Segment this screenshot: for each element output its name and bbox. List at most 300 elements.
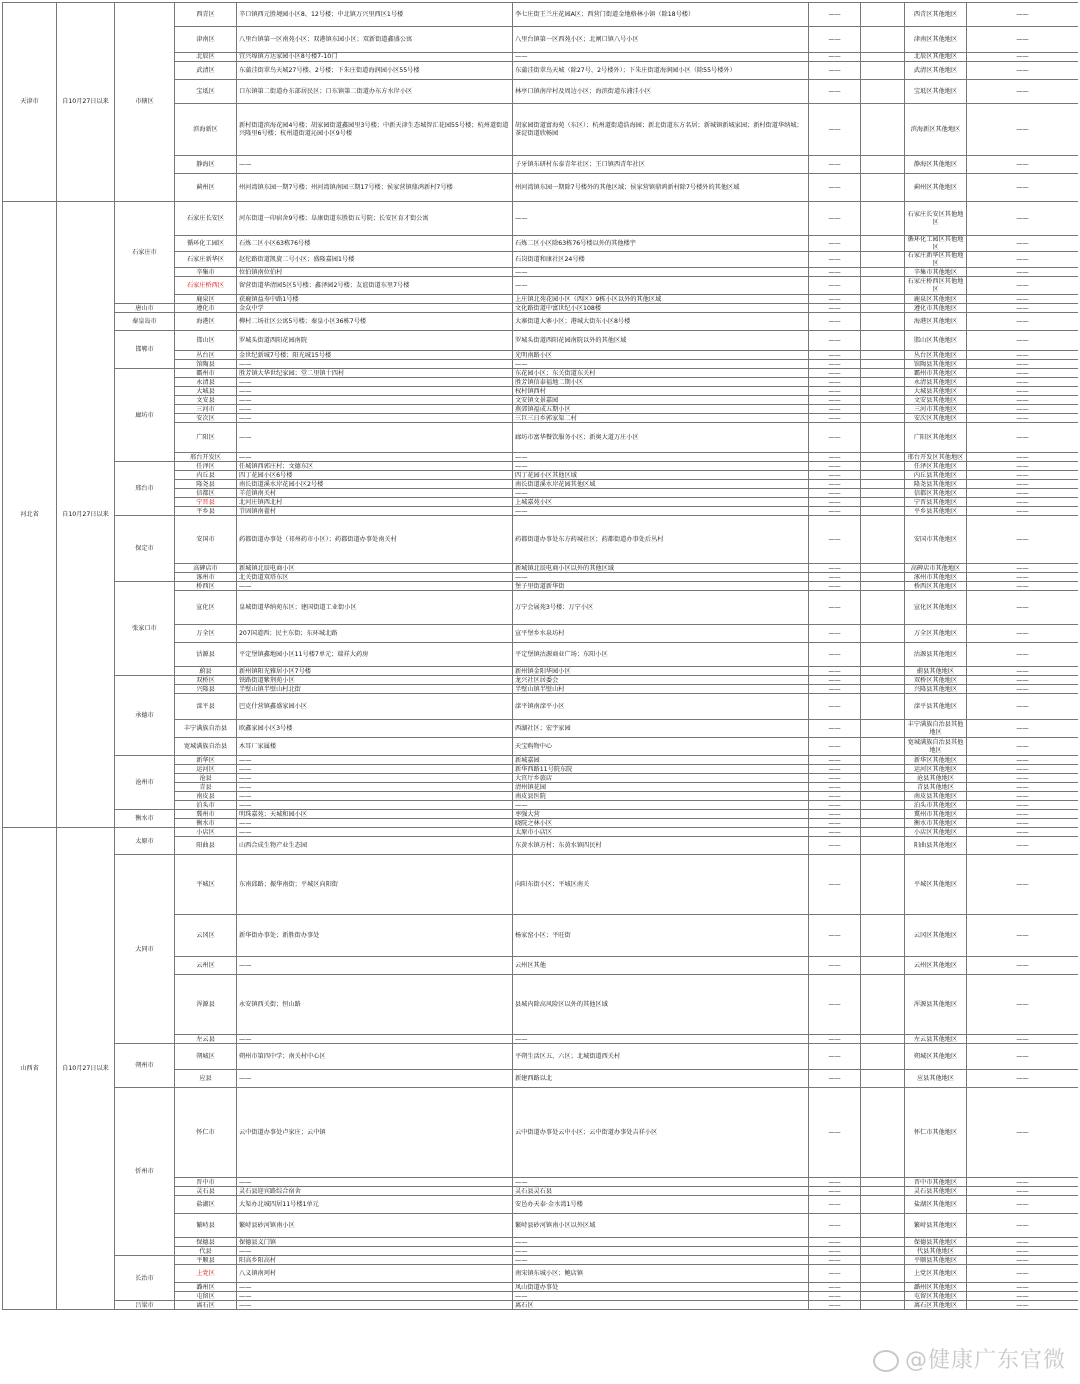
empty-cell: ——: [809, 1178, 861, 1187]
empty-cell: ——: [809, 489, 861, 498]
district-cell: 安国市: [175, 516, 237, 564]
medium-risk-area-cell: 燕郊镇福成五期小区: [513, 405, 809, 414]
blank-cell: [861, 685, 905, 694]
empty-cell: ——: [967, 1265, 1079, 1283]
high-risk-area-cell: 新城镇北辰电商小区: [237, 564, 513, 573]
low-risk-area-cell: 青县其他地区: [905, 783, 967, 792]
empty-cell: ——: [967, 810, 1079, 819]
empty-cell: ——: [809, 387, 861, 396]
city-cell: 张家口市: [115, 582, 175, 676]
low-risk-area-cell: 滦平县其他地区: [905, 694, 967, 720]
high-risk-area-cell: ——: [237, 405, 513, 414]
blank-cell: [861, 396, 905, 405]
low-risk-area-cell: 蔚县其他地区: [905, 667, 967, 676]
empty-cell: ——: [809, 423, 861, 453]
empty-cell: ——: [809, 516, 861, 564]
empty-cell: ——: [967, 453, 1079, 462]
high-risk-area-cell: 金世纪新城7号楼；阳光城15号楼: [237, 351, 513, 360]
empty-cell: ——: [967, 667, 1079, 676]
blank-cell: [861, 774, 905, 783]
medium-risk-area-cell: 光明南路小区: [513, 351, 809, 360]
medium-risk-area-cell: 万宁会展苑3号楼；万宁小区: [513, 591, 809, 625]
medium-risk-area-cell: 清州镇花园: [513, 783, 809, 792]
district-cell: 石家庄桥西区: [175, 277, 237, 295]
district-cell: 蔚县: [175, 667, 237, 676]
medium-risk-area-cell: 宣平堡乡水泉坊村: [513, 625, 809, 643]
district-cell: 上党区: [175, 1265, 237, 1283]
empty-cell: ——: [967, 694, 1079, 720]
high-risk-area-cell: 任城镇西郭庄村；文德东区: [237, 462, 513, 471]
high-risk-area-cell: 羊范镇南关村: [237, 489, 513, 498]
low-risk-area-cell: 大城县其他地区: [905, 387, 967, 396]
high-risk-area-cell: 东蒲洼街翠鸟天城27号楼、2号楼；下朱庄街道海润园小区55号楼: [237, 62, 513, 80]
blank-cell: [861, 765, 905, 774]
empty-cell: ——: [967, 62, 1079, 80]
empty-cell: ——: [809, 462, 861, 471]
medium-risk-area-cell: 四丁花园小区其他区域: [513, 471, 809, 480]
high-risk-area-cell: 药都街道办事处（祁州药市小区）；药都街道办事处南关村: [237, 516, 513, 564]
empty-cell: ——: [967, 738, 1079, 756]
empty-cell: ——: [967, 625, 1079, 643]
blank-cell: [861, 277, 905, 295]
empty-cell: ——: [809, 1044, 861, 1070]
empty-cell: ——: [967, 1283, 1079, 1292]
empty-cell: ——: [967, 1178, 1079, 1187]
city-cell: 邯郸市: [115, 331, 175, 369]
blank-cell: [861, 104, 905, 156]
empty-cell: ——: [967, 855, 1079, 915]
empty-cell: ——: [967, 1044, 1079, 1070]
blank-cell: [861, 694, 905, 720]
date-cell: 自10月27日以来: [57, 3, 115, 202]
empty-cell: ——: [809, 252, 861, 268]
empty-cell: ——: [809, 667, 861, 676]
blank-cell: [861, 62, 905, 80]
empty-cell: ——: [967, 1088, 1079, 1178]
blank-cell: [861, 643, 905, 667]
empty-cell: ——: [967, 1214, 1079, 1238]
empty-cell: ——: [967, 3, 1079, 27]
low-risk-area-cell: 邯山区其他地区: [905, 331, 967, 351]
blank-cell: [861, 1283, 905, 1292]
empty-cell: ——: [809, 369, 861, 378]
blank-cell: [861, 453, 905, 462]
district-cell: 任泽区: [175, 462, 237, 471]
low-risk-area-cell: 平乡县其他地区: [905, 507, 967, 516]
table-row: [3, 462, 1079, 471]
table-row: [3, 1301, 1079, 1310]
empty-cell: ——: [967, 774, 1079, 783]
blank-cell: [861, 975, 905, 1035]
city-cell: 保定市: [115, 516, 175, 582]
blank-cell: [861, 1238, 905, 1247]
empty-cell: ——: [967, 765, 1079, 774]
empty-cell: ——: [967, 80, 1079, 104]
empty-cell: ——: [809, 685, 861, 694]
table-row: [3, 313, 1079, 331]
low-risk-area-cell: 北辰区其他地区: [905, 53, 967, 62]
empty-cell: ——: [967, 828, 1079, 837]
empty-cell: ——: [967, 819, 1079, 828]
low-risk-area-cell: 信都区其他地区: [905, 489, 967, 498]
medium-risk-area-cell: 云州区其他: [513, 957, 809, 975]
high-risk-area-cell: 欧鑫家园小区3号楼: [237, 720, 513, 738]
district-cell: 邯山区: [175, 331, 237, 351]
low-risk-area-cell: 宣化区其他地区: [905, 591, 967, 625]
low-risk-area-cell: 繁峙县其他地区: [905, 1214, 967, 1238]
low-risk-area-cell: 滨海新区其他地区: [905, 104, 967, 156]
low-risk-area-cell: 高碑店市其他地区: [905, 564, 967, 573]
medium-risk-area-cell: ——: [513, 1292, 809, 1301]
district-cell: 遵化市: [175, 304, 237, 313]
table-row: [3, 676, 1079, 685]
low-risk-area-cell: 云冈区其他地区: [905, 915, 967, 957]
medium-risk-area-cell: 石炼二区小区除63栋76号楼以外的其他楼宇: [513, 236, 809, 252]
low-risk-area-cell: 辛集市其他地区: [905, 268, 967, 277]
weibo-watermark: [873, 1343, 1066, 1374]
high-risk-area-cell: 东南邱路；振华南街；平城区向阳街: [237, 855, 513, 915]
medium-risk-area-cell: 平定堡镇沽源商业广场；东阳小区: [513, 643, 809, 667]
empty-cell: ——: [809, 498, 861, 507]
low-risk-area-cell: 晋中市其他地区: [905, 1178, 967, 1187]
table-row: [3, 516, 1079, 564]
low-risk-area-cell: 蓟州区其他地区: [905, 174, 967, 202]
blank-cell: [861, 756, 905, 765]
high-risk-area-cell: 巴克什营镇鑫盛家园小区: [237, 694, 513, 720]
low-risk-area-cell: 石家庄新华区其他地区: [905, 252, 967, 268]
empty-cell: ——: [809, 396, 861, 405]
empty-cell: ——: [809, 80, 861, 104]
district-cell: 小店区: [175, 828, 237, 837]
district-cell: 新华区: [175, 756, 237, 765]
medium-risk-area-cell: ——: [513, 202, 809, 236]
high-risk-area-cell: 柳村二场社区公寓5号楼；秦皇小区36栋7号楼: [237, 313, 513, 331]
low-risk-area-cell: 云州区其他地区: [905, 957, 967, 975]
medium-risk-area-cell: 子牙镇东研村东泰青年社区；王口镇西青年社区: [513, 156, 809, 174]
low-risk-area-cell: 石家庄长安区其他地区: [905, 202, 967, 236]
low-risk-area-cell: 浑源县其他地区: [905, 975, 967, 1035]
low-risk-area-cell: 新华区其他地区: [905, 756, 967, 765]
blank-cell: [861, 471, 905, 480]
empty-cell: ——: [809, 156, 861, 174]
empty-cell: ——: [809, 837, 861, 855]
empty-cell: ——: [809, 564, 861, 573]
empty-cell: ——: [967, 331, 1079, 351]
empty-cell: ——: [809, 453, 861, 462]
district-cell: 泊头市: [175, 801, 237, 810]
table-row: [3, 756, 1079, 765]
high-risk-area-cell: ——: [237, 156, 513, 174]
empty-cell: ——: [809, 104, 861, 156]
empty-cell: ——: [967, 174, 1079, 202]
high-risk-area-cell: 207国道西；民主东街；东环城北路: [237, 625, 513, 643]
empty-cell: ——: [967, 53, 1079, 62]
low-risk-area-cell: 武清区其他地区: [905, 62, 967, 80]
empty-cell: ——: [967, 507, 1079, 516]
high-risk-area-cell: 永安镇西关街；恒山路: [237, 975, 513, 1035]
high-risk-area-cell: 石炼二区小区63栋76号楼: [237, 236, 513, 252]
high-risk-area-cell: ——: [237, 1292, 513, 1301]
low-risk-area-cell: 循环化工园区其他地区: [905, 236, 967, 252]
watermark-text: @健康广东官微: [904, 1348, 1066, 1373]
low-risk-area-cell: 冀州市其他地区: [905, 810, 967, 819]
district-cell: 屯留区: [175, 1292, 237, 1301]
medium-risk-area-cell: 东花园小区；东关街道东关村: [513, 369, 809, 378]
medium-risk-area-cell: ——: [513, 268, 809, 277]
empty-cell: ——: [967, 360, 1079, 369]
low-risk-area-cell: 代县其他地区: [905, 1247, 967, 1256]
city-cell: 廊坊市: [115, 369, 175, 462]
low-risk-area-cell: 安国市其他地区: [905, 516, 967, 564]
high-risk-area-cell: ——: [237, 1283, 513, 1292]
empty-cell: ——: [809, 53, 861, 62]
blank-cell: [861, 1256, 905, 1265]
city-cell: 长治市: [115, 1256, 175, 1301]
medium-risk-area-cell: 县城内除高风险区以外的其他区域: [513, 975, 809, 1035]
empty-cell: ——: [967, 489, 1079, 498]
empty-cell: ——: [809, 313, 861, 331]
empty-cell: ——: [967, 351, 1079, 360]
city-cell: 石家庄市: [115, 202, 175, 304]
empty-cell: ——: [809, 643, 861, 667]
high-risk-area-cell: 口东镇第二街道办东部居民区；口东镇第二街道办东方水岸小区: [237, 80, 513, 104]
district-cell: 蓟州区: [175, 174, 237, 202]
blank-cell: [861, 268, 905, 277]
district-cell: 津南区: [175, 27, 237, 53]
empty-cell: ——: [967, 462, 1079, 471]
empty-cell: ——: [967, 423, 1079, 453]
blank-cell: [861, 1247, 905, 1256]
district-cell: 离石区: [175, 1301, 237, 1310]
district-cell: 繁峙县: [175, 1214, 237, 1238]
blank-cell: [861, 480, 905, 489]
city-cell: 吕梁市: [115, 1301, 175, 1310]
low-risk-area-cell: 津南区其他地区: [905, 27, 967, 53]
city-cell: 秦皇岛市: [115, 313, 175, 331]
blank-cell: [861, 174, 905, 202]
district-cell: 隆尧县: [175, 480, 237, 489]
medium-risk-area-cell: 太原市小店区: [513, 828, 809, 837]
district-cell: 大城县: [175, 387, 237, 396]
medium-risk-area-cell: ——: [513, 277, 809, 295]
high-risk-area-cell: 皇城街道华纳苑东区；建国街道工业街小区: [237, 591, 513, 625]
district-cell: 高碑店市: [175, 564, 237, 573]
empty-cell: ——: [967, 783, 1079, 792]
low-risk-area-cell: 衡水市其他地区: [905, 819, 967, 828]
high-risk-area-cell: 胜芳镇大华世纪家园；堂二里镇十四村: [237, 369, 513, 378]
empty-cell: ——: [809, 1256, 861, 1265]
blank-cell: [861, 783, 905, 792]
medium-risk-area-cell: 凤山街道办事处: [513, 1283, 809, 1292]
blank-cell: [861, 915, 905, 957]
blank-cell: [861, 423, 905, 453]
district-cell: 武清区: [175, 62, 237, 80]
high-risk-area-cell: 罗城头街道西阳花园南院: [237, 331, 513, 351]
low-risk-area-cell: 应县其他地区: [905, 1070, 967, 1088]
medium-risk-area-cell: 权村镇西村: [513, 387, 809, 396]
empty-cell: ——: [967, 1196, 1079, 1214]
high-risk-area-cell: 新华街办事处；新胜街办事处: [237, 915, 513, 957]
high-risk-area-cell: ——: [237, 828, 513, 837]
medium-risk-area-cell: 李七庄街王兰庄花园A区；西营门街道金地格林小镇（除18号楼）: [513, 3, 809, 27]
blank-cell: [861, 405, 905, 414]
empty-cell: ——: [967, 471, 1079, 480]
medium-risk-area-cell: 向阳东街小区；平城区南关: [513, 855, 809, 915]
high-risk-area-cell: 州河湾镇东园一期7号楼；州河湾镇南园三期17号楼；侯家营镇鼎鸿新村7号楼: [237, 174, 513, 202]
medium-risk-area-cell: 堡子里街道新华街: [513, 582, 809, 591]
high-risk-area-cell: ——: [237, 1301, 513, 1310]
high-risk-area-cell: 八里台镇第一区南苑小区；双港镇东园小区；双新街道鑫盛公寓: [237, 27, 513, 53]
empty-cell: ——: [809, 1070, 861, 1088]
district-cell: 平乡县: [175, 507, 237, 516]
medium-risk-area-cell: 上庄镇北苑花园小区（西区）9栋小区以外的其他区域: [513, 295, 809, 304]
high-risk-area-cell: 四丁花园小区6号楼: [237, 471, 513, 480]
district-cell: 内丘县: [175, 471, 237, 480]
table-row: [3, 3, 1079, 27]
medium-risk-area-cell: ——: [513, 1178, 809, 1187]
empty-cell: ——: [967, 915, 1079, 957]
district-cell: 晋中市: [175, 1178, 237, 1187]
district-cell: 万全区: [175, 625, 237, 643]
low-risk-area-cell: 静海区其他地区: [905, 156, 967, 174]
district-cell: 桥西区: [175, 582, 237, 591]
medium-risk-area-cell: 廊坊市富华餐饮服务小区；新奥大道万庄小区: [513, 423, 809, 453]
empty-cell: ——: [809, 507, 861, 516]
empty-cell: ——: [967, 268, 1079, 277]
empty-cell: ——: [967, 480, 1079, 489]
blank-cell: [861, 351, 905, 360]
low-risk-area-cell: 屯留区其他地区: [905, 1292, 967, 1301]
medium-risk-area-cell: 罗城头街道西阳花园南院以外的其他区域: [513, 331, 809, 351]
blank-cell: [861, 801, 905, 810]
blank-cell: [861, 738, 905, 756]
empty-cell: ——: [809, 236, 861, 252]
blank-cell: [861, 378, 905, 387]
low-risk-area-cell: 泊头市其他地区: [905, 801, 967, 810]
empty-cell: ——: [967, 202, 1079, 236]
high-risk-area-cell: ——: [237, 783, 513, 792]
low-risk-area-cell: 怀仁市其他地区: [905, 1088, 967, 1178]
empty-cell: ——: [809, 720, 861, 738]
blank-cell: [861, 855, 905, 915]
district-cell: 丰宁满族自治县: [175, 720, 237, 738]
high-risk-area-cell: ——: [237, 1247, 513, 1256]
low-risk-area-cell: 宽城满族自治县其他地区: [905, 738, 967, 756]
blank-cell: [861, 1088, 905, 1178]
blank-cell: [861, 156, 905, 174]
high-risk-area-cell: ——: [237, 765, 513, 774]
blank-cell: [861, 573, 905, 582]
high-risk-area-cell: 南长街道溪水岸花园小区2号楼: [237, 480, 513, 489]
blank-cell: [861, 1301, 905, 1310]
medium-risk-area-cell: 南皮县医院: [513, 792, 809, 801]
medium-risk-area-cell: 林亭口镇南岸村及周边小区；海滨街道东浦洼小区: [513, 80, 809, 104]
low-risk-area-cell: 灵石县其他地区: [905, 1187, 967, 1196]
weibo-logo-icon: [873, 1350, 899, 1372]
province-cell: 天津市: [3, 3, 57, 202]
empty-cell: ——: [809, 765, 861, 774]
low-risk-area-cell: 平顺县其他地区: [905, 1256, 967, 1265]
empty-cell: ——: [809, 174, 861, 202]
district-cell: 霸州市: [175, 369, 237, 378]
empty-cell: ——: [967, 837, 1079, 855]
empty-cell: ——: [809, 975, 861, 1035]
high-risk-area-cell: 新村街道滨海花园4号楼；胡家园街道鑫园里3号楼；中新天津生态城智汇花园55号楼；杭州道街道兴隆里6号楼；杭州道街道沁园小区9号楼: [237, 104, 513, 156]
blank-cell: [861, 80, 905, 104]
blank-cell: [861, 828, 905, 837]
high-risk-area-cell: 阳高乡阳高村: [237, 1256, 513, 1265]
medium-risk-area-cell: 天宝购物中心: [513, 738, 809, 756]
district-cell: 平城区: [175, 855, 237, 915]
high-risk-area-cell: ——: [237, 1070, 513, 1088]
empty-cell: ——: [809, 1292, 861, 1301]
district-cell: 青县: [175, 783, 237, 792]
empty-cell: ——: [809, 855, 861, 915]
empty-cell: ——: [967, 236, 1079, 252]
city-cell: 承德市: [115, 676, 175, 756]
medium-risk-area-cell: ——: [513, 1238, 809, 1247]
low-risk-area-cell: 文安县其他地区: [905, 396, 967, 405]
blank-cell: [861, 591, 905, 625]
medium-risk-area-cell: ——: [513, 53, 809, 62]
high-risk-area-cell: ——: [237, 396, 513, 405]
blank-cell: [861, 1265, 905, 1283]
low-risk-area-cell: 安次区其他地区: [905, 414, 967, 423]
district-cell: 宣化区: [175, 591, 237, 625]
high-risk-area-cell: 八义镇南珂村: [237, 1265, 513, 1283]
district-cell: 沧县: [175, 774, 237, 783]
empty-cell: ——: [809, 202, 861, 236]
empty-cell: ——: [809, 573, 861, 582]
district-cell: 沽源县: [175, 643, 237, 667]
empty-cell: ——: [809, 62, 861, 80]
empty-cell: ——: [967, 1301, 1079, 1310]
empty-cell: ——: [967, 313, 1079, 331]
empty-cell: ——: [809, 819, 861, 828]
district-cell: 鹿泉区: [175, 295, 237, 304]
district-cell: 南皮县: [175, 792, 237, 801]
empty-cell: ——: [809, 1265, 861, 1283]
high-risk-area-cell: 获鹿镇益寿中路1号楼: [237, 295, 513, 304]
table-row: [3, 304, 1079, 313]
empty-cell: ——: [967, 1035, 1079, 1044]
city-cell: 邢台市: [115, 462, 175, 516]
blank-cell: [861, 489, 905, 498]
empty-cell: ——: [967, 1070, 1079, 1088]
city-cell: 衡水市: [115, 810, 175, 828]
medium-risk-area-cell: ——: [513, 360, 809, 369]
district-cell: 运河区: [175, 765, 237, 774]
medium-risk-area-cell: 州河湾镇东园一期除7号楼外的其他区域；侯家营镇鼎鸿新村除7号楼外的其他区域: [513, 174, 809, 202]
medium-risk-area-cell: 晓院之林小区: [513, 819, 809, 828]
district-cell: 涿州市: [175, 573, 237, 582]
medium-risk-area-cell: ——: [513, 801, 809, 810]
district-cell: 朔城区: [175, 1044, 237, 1070]
district-cell: 石家庄新华区: [175, 252, 237, 268]
district-cell: 西青区: [175, 3, 237, 27]
medium-risk-area-cell: 文化路街道中富世纪小区108楼: [513, 304, 809, 313]
district-cell: 石家庄长安区: [175, 202, 237, 236]
empty-cell: ——: [809, 1283, 861, 1292]
medium-risk-area-cell: 新建西路以北: [513, 1070, 809, 1088]
high-risk-area-cell: 北关街道双塔东区: [237, 573, 513, 582]
empty-cell: ——: [809, 756, 861, 765]
low-risk-area-cell: 离石区其他地区: [905, 1301, 967, 1310]
district-cell: 云冈区: [175, 915, 237, 957]
low-risk-area-cell: 阳曲县其他地区: [905, 837, 967, 855]
empty-cell: ——: [967, 1238, 1079, 1247]
empty-cell: ——: [967, 643, 1079, 667]
